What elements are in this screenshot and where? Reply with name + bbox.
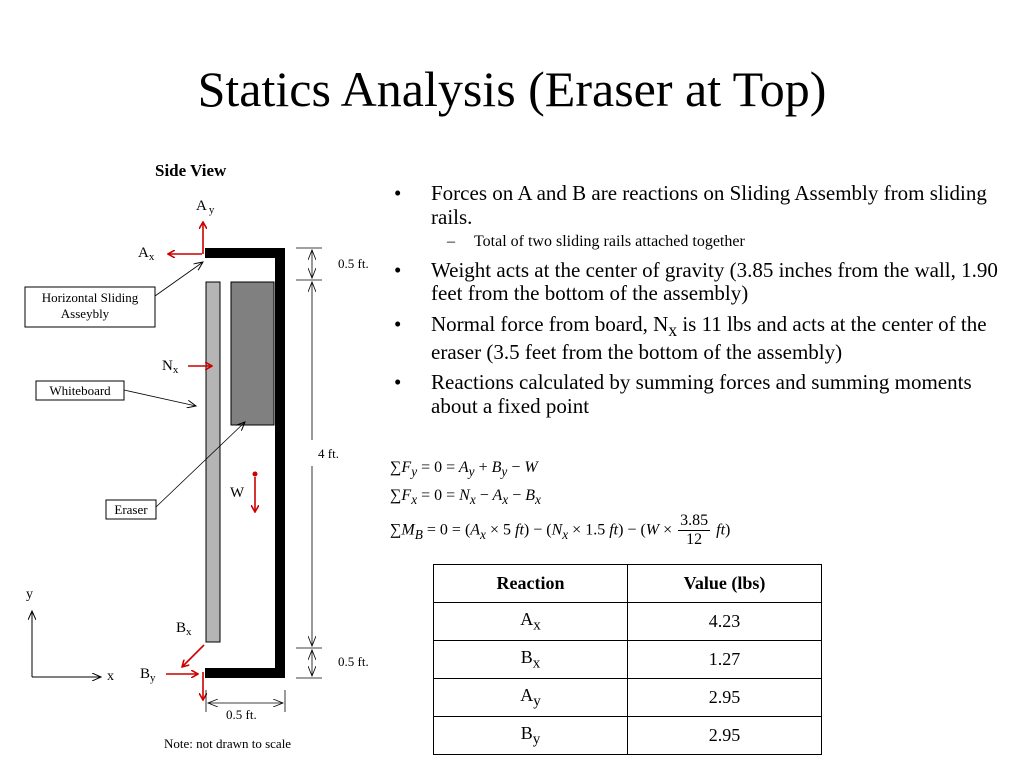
- table-header-reaction: Reaction: [434, 565, 628, 603]
- side-view-diagram: [0, 150, 390, 760]
- sliding-assembly-callout-line1: Horizontal Sliding: [41, 290, 139, 305]
- sliding-assembly-callout-line2: Asseybly: [60, 306, 110, 321]
- reaction-value: 4.23: [628, 603, 822, 641]
- equation-fraction: $\frac{3.85}{12}$: [680, 512, 709, 549]
- whiteboard-strip: [206, 282, 220, 642]
- bullet-list: [392, 182, 1018, 425]
- bx-force-arrow: [182, 645, 204, 667]
- side-view-heading: Side View: [155, 161, 227, 180]
- table-header-value: Value (lbs): [628, 565, 822, 603]
- reaction-value: 2.95: [628, 717, 822, 755]
- table-row: [434, 679, 822, 717]
- equation-sum-mb: $\sum M_B = 0 = (A_x \times 5$ $ft) - (N_x \times 1.5$ ft) − (W × $\frac{3.85}{12}$ ft): [390, 512, 731, 549]
- reaction-value: 1.27: [628, 641, 822, 679]
- reaction-table: [433, 564, 822, 755]
- by-label: $B_y$: [140, 666, 156, 684]
- whiteboard-leader: [124, 390, 196, 406]
- bullet-reactions: • Forces on A and B are reactions on Sliding Assembly from sliding rails.: [392, 182, 1018, 229]
- reaction-name: $A_y$: [434, 679, 628, 717]
- dim-bottom-label: 0.5 ft.: [338, 654, 369, 669]
- bullet-normal-force: • Normal force from board, $N_x$ is 11 lbs and acts at the center of the eraser (3.5 feet from the bottom of the assembly): [392, 313, 1018, 364]
- sliding-assembly-leader: [155, 262, 203, 296]
- reaction-value: 2.95: [628, 679, 822, 717]
- eraser-block: [231, 282, 274, 425]
- bullet-two-rails: – Total of two sliding rails attached together: [392, 233, 1018, 251]
- center-of-gravity-dot: [253, 472, 258, 477]
- dim-height-label: 4 ft.: [318, 446, 339, 461]
- ax-label: $A_x$: [138, 245, 155, 263]
- table-row: [434, 641, 822, 679]
- table-row: [434, 717, 822, 755]
- table-row: [434, 603, 822, 641]
- reaction-name: $B_y$: [434, 717, 628, 755]
- nx-label: $N_x$: [162, 358, 179, 376]
- reaction-name: $B_x$: [434, 641, 628, 679]
- by-force-arrow: [166, 672, 203, 700]
- eraser-callout-label: Eraser: [114, 502, 148, 517]
- whiteboard-callout-label: Whiteboard: [49, 383, 111, 398]
- bx-label: $B_x$: [176, 620, 192, 638]
- coordinate-axes: [32, 611, 101, 677]
- axis-y-label: y: [26, 587, 33, 602]
- dim-width-label: 0.5 ft.: [226, 707, 257, 722]
- slide-title: Statics Analysis (Eraser at Top): [197, 61, 827, 117]
- bullet-summing: • Reactions calculated by summing forces and summing moments about a fixed point: [392, 371, 1018, 418]
- weight-label: W: [230, 485, 245, 501]
- equation-sum-fy: $\sum F_y = 0 = A_y + B_y - W$: [390, 459, 538, 480]
- ay-label: A $_y$: [196, 198, 215, 216]
- bullet-weight: • Weight acts at the center of gravity (3.85 inches from the wall, 1.90 feet from the bottom of the assembly): [392, 259, 1018, 306]
- axis-x-label: x: [107, 669, 114, 684]
- reaction-name: $A_x$: [434, 603, 628, 641]
- dim-top-label: 0.5 ft.: [338, 256, 369, 271]
- equation-sum-fx: $\sum F_x = 0 = N_x - A_x - B_x$: [390, 487, 541, 508]
- scale-note: Note: not drawn to scale: [164, 736, 292, 751]
